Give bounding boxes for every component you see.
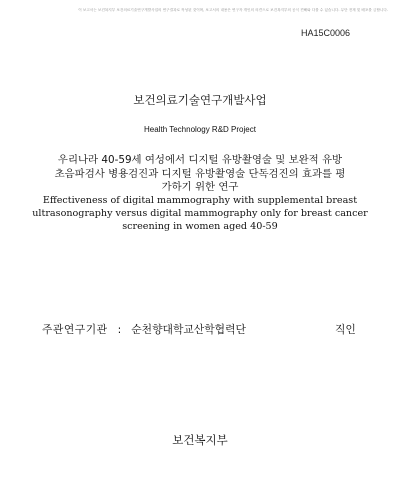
ministry-name: 보건복지부 — [172, 433, 228, 447]
official-seal-label: 직인 — [335, 323, 356, 336]
project-title-english-line-2: ultrasonography versus digital mammography only for breast cancer — [32, 208, 368, 219]
project-title-english — [0, 194, 400, 233]
lead-institution-label: 주관연구기관 — [42, 323, 108, 336]
lead-institution-separator: : — [117, 323, 122, 336]
project-title-korean — [22, 154, 378, 195]
project-title-korean-line-3: 가하기 위한 연구 — [161, 181, 239, 193]
lead-institution — [42, 322, 246, 337]
program-title-english: Health Technology R&D Project — [144, 125, 256, 134]
lead-institution-name: 순천향대학교산학협력단 — [131, 323, 246, 336]
project-title-korean-line-2: 초음파검사 병용검진과 디지털 유방촬영술 단독검진의 효과를 평 — [54, 167, 346, 180]
project-title-english-line-1: Effectiveness of digital mammography with supplemental breast — [42, 195, 358, 206]
program-title: 보건의료기술연구개발사업 — [133, 93, 267, 107]
project-title-korean-line-1: 우리나라 40-59세 여성에서 디지털 유방촬영술 및 보완적 유방 — [57, 154, 343, 166]
copyright-notice: 이 보고서는 보건복지부 보건의료기술연구개발사업의 연구결과로 작성된 것이며, 보고서의 내용은 연구자 개인의 의견으로 보건복지부의 공식 견해와 다를 수 있습니다. 무단 전재 및 배포를 금합니다. — [78, 8, 388, 12]
report-code: HA15C0006 — [300, 28, 350, 38]
project-title-english-line-3: screening in women aged 40-59 — [122, 221, 278, 232]
